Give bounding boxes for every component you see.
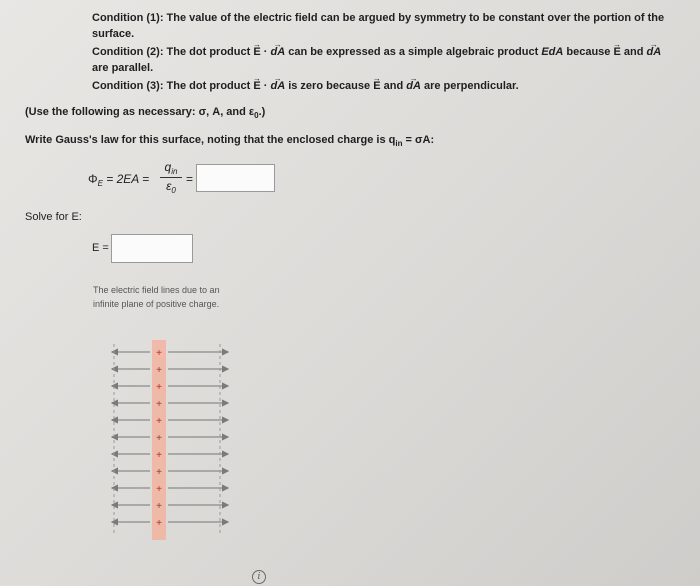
fraction: $q_{in}$ $\varepsilon_0$ <box>160 160 182 195</box>
vector-da: → dA <box>270 80 285 92</box>
variables-hint: (Use the following as necessary: σ, A, and $\varepsilon_0$.) <box>25 106 266 120</box>
gauss-prompt: Write Gauss's law for this surface, noting that the enclosed charge is $q_{in} = \sigma A$: <box>25 134 435 148</box>
plus-charge: + <box>156 348 162 359</box>
condition-1-cont: surface. <box>92 28 135 40</box>
equals-sign: = <box>186 172 194 186</box>
field-lines-figure <box>100 340 250 545</box>
plus-charge: + <box>156 433 162 444</box>
condition-3: Condition (3): The dot product → E · → dA is zero because → E and → dA are perpendicular. <box>92 78 519 94</box>
vector-e: → E <box>253 80 260 92</box>
plus-charge: + <box>156 399 162 410</box>
vector-da: → dA <box>270 46 285 58</box>
plus-charge: + <box>156 450 162 461</box>
plus-charge: + <box>156 416 162 427</box>
gauss-equation: $\Phi_E = 2EA$ = <box>88 172 150 188</box>
condition-2-cont: are parallel. <box>92 62 154 74</box>
figure-caption-line2: infinite plane of positive charge. <box>93 299 220 309</box>
plus-charge: + <box>156 518 162 529</box>
plus-charge: + <box>156 484 162 495</box>
vector-e: → E <box>613 46 620 58</box>
vector-da: → dA <box>647 46 662 58</box>
plus-charge: + <box>156 501 162 512</box>
e-label: E = <box>92 242 109 254</box>
gauss-answer-input[interactable] <box>196 164 275 192</box>
e-answer-input[interactable] <box>111 234 193 263</box>
condition-1: Condition (1): The value of the electric field can be argued by symmetry to be constant over the portion of the <box>92 12 665 24</box>
plus-charge: + <box>156 382 162 393</box>
condition-2: Condition (2): The dot product → E · → dA can be expressed as a simple algebraic product EdA because → E and → dA <box>92 44 661 60</box>
vector-e: → E <box>253 46 260 58</box>
vector-da: → dA <box>406 80 421 92</box>
vector-e: → E <box>373 80 380 92</box>
solve-label: Solve for E: <box>25 211 82 223</box>
info-icon[interactable]: i <box>252 570 266 584</box>
plus-charge: + <box>156 467 162 478</box>
plus-charge: + <box>156 365 162 376</box>
figure-caption-line1: The electric field lines due to an <box>93 285 220 295</box>
